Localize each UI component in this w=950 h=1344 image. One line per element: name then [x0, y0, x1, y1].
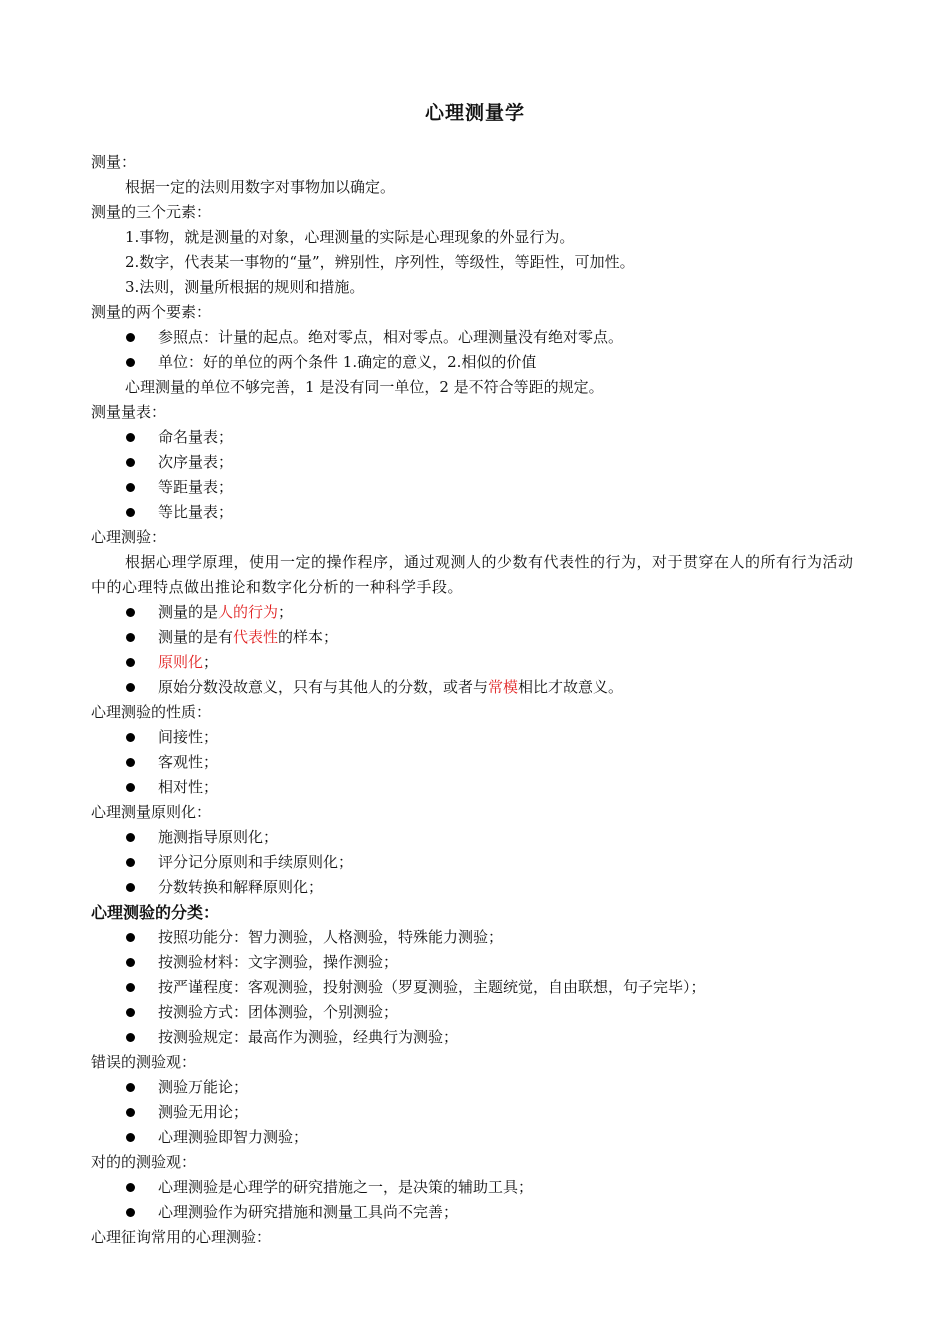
bullet-item-administration: 施测指导原则化； — [91, 825, 861, 850]
section-heading-psych-test: 心理测验： — [91, 528, 167, 546]
bullet-item-by-rigor: 按严谨程度：客观测验，投射测验（罗夏测验，主题统觉，自由联想，句子完毕）； — [91, 975, 861, 1000]
bullet-text: 的样本； — [278, 628, 339, 646]
bullet-text: ； — [203, 653, 219, 671]
bullet-item-relative: 相对性； — [91, 775, 861, 800]
highlight-text: 代表性 — [233, 628, 279, 646]
section-heading-consulting-tests: 心理征询常用的心理测验： — [91, 1228, 272, 1246]
bullet-item-unit: 单位：好的单位的两个条件 1.确定的意义，2.相似的价值 — [91, 350, 861, 375]
bullet-item-imperfect: 心理测验作为研究措施和测量工具尚不完善； — [91, 1200, 861, 1225]
bullet-item-reference-point: 参照点：计量的起点。绝对零点，相对零点。心理测量没有绝对零点。 — [91, 325, 861, 350]
bullet-item-sample — [91, 625, 861, 650]
bullet-item-by-function: 按照功能分：智力测验，人格测验，特殊能力测验； — [91, 925, 861, 950]
bullet-text: 原始分数没故意义，只有与其他人的分数，或者与 — [158, 678, 489, 696]
bullet-text: ； — [278, 603, 294, 621]
section-heading-two-factors: 测量的两个要素： — [91, 303, 212, 321]
bullet-item-norm — [91, 675, 861, 700]
bullet-item-ordinal-scale: 次序量表； — [91, 450, 861, 475]
section-heading-classification: 心理测验的分类： — [91, 903, 220, 922]
element-item-2: 2.数字，代表某一事物的“量”，辨别性，序列性，等级性，等距性，可加性。 — [125, 253, 635, 271]
bullet-item-nominal-scale: 命名量表； — [91, 425, 861, 450]
bullet-item-indirect: 间接性； — [91, 725, 861, 750]
bullet-item-by-requirement: 按测验规定：最高作为测验，经典行为测验； — [91, 1025, 861, 1050]
bullet-item-interpretation: 分数转换和解释原则化； — [91, 875, 861, 900]
bullet-item-research-tool: 心理测验是心理学的研究措施之一，是决策的辅助工具； — [91, 1175, 861, 1200]
document-title: 心理测量学 — [424, 102, 525, 124]
section-heading-right-views: 对的的测验观： — [91, 1153, 197, 1171]
bullet-item-intelligence-only: 心理测验即智力测验； — [91, 1125, 861, 1150]
section-heading-nature: 心理测验的性质： — [91, 703, 212, 721]
highlight-text: 原则化 — [158, 653, 204, 671]
measure-definition: 根据一定的法则用数字对事物加以确定。 — [125, 178, 396, 196]
highlight-text: 常模 — [488, 678, 519, 696]
bullet-text: 测量的是 — [158, 603, 219, 621]
section-heading-scales: 测量量表： — [91, 403, 167, 421]
document-body — [91, 150, 861, 1250]
bullet-item-ratio-scale: 等比量表； — [91, 500, 861, 525]
bullet-item-by-method: 按测验方式：团体测验，个别测验； — [91, 1000, 861, 1025]
bullet-item-by-material: 按测验材料：文字测验，操作测验； — [91, 950, 861, 975]
bullet-item-objective: 客观性； — [91, 750, 861, 775]
bullet-item-standardization — [91, 650, 861, 675]
section-heading-wrong-views: 错误的测验观： — [91, 1053, 197, 1071]
bullet-item-scoring: 评分记分原则和手续原则化； — [91, 850, 861, 875]
element-item-1: 1.事物，就是测量的对象，心理测量的实际是心理现象的外显行为。 — [125, 228, 575, 246]
highlight-text: 人的行为 — [218, 603, 279, 621]
bullet-text: 相比才故意义。 — [518, 678, 624, 696]
section-heading-three-elements: 测量的三个元素： — [91, 203, 212, 221]
bullet-item-useless: 测验无用论； — [91, 1100, 861, 1125]
unit-note: 心理测量的单位不够完善，1 是没有同一单位，2 是不符合等距的规定。 — [125, 378, 604, 396]
section-heading-standardization: 心理测量原则化： — [91, 803, 212, 821]
psych-test-definition: 根据心理学原理，使用一定的操作程序，通过观测人的少数有代表性的行为，对于贯穿在人的所有行为活动中的心理特点做出推论和数字化分析的一种科学手段。 — [91, 553, 854, 596]
section-heading-measure: 测量： — [91, 153, 137, 171]
bullet-item-interval-scale: 等距量表； — [91, 475, 861, 500]
bullet-item-omnipotent: 测验万能论； — [91, 1075, 861, 1100]
bullet-item-behavior — [91, 600, 861, 625]
bullet-text: 测量的是有 — [158, 628, 234, 646]
element-item-3: 3.法则，测量所根据的规则和措施。 — [125, 278, 365, 296]
